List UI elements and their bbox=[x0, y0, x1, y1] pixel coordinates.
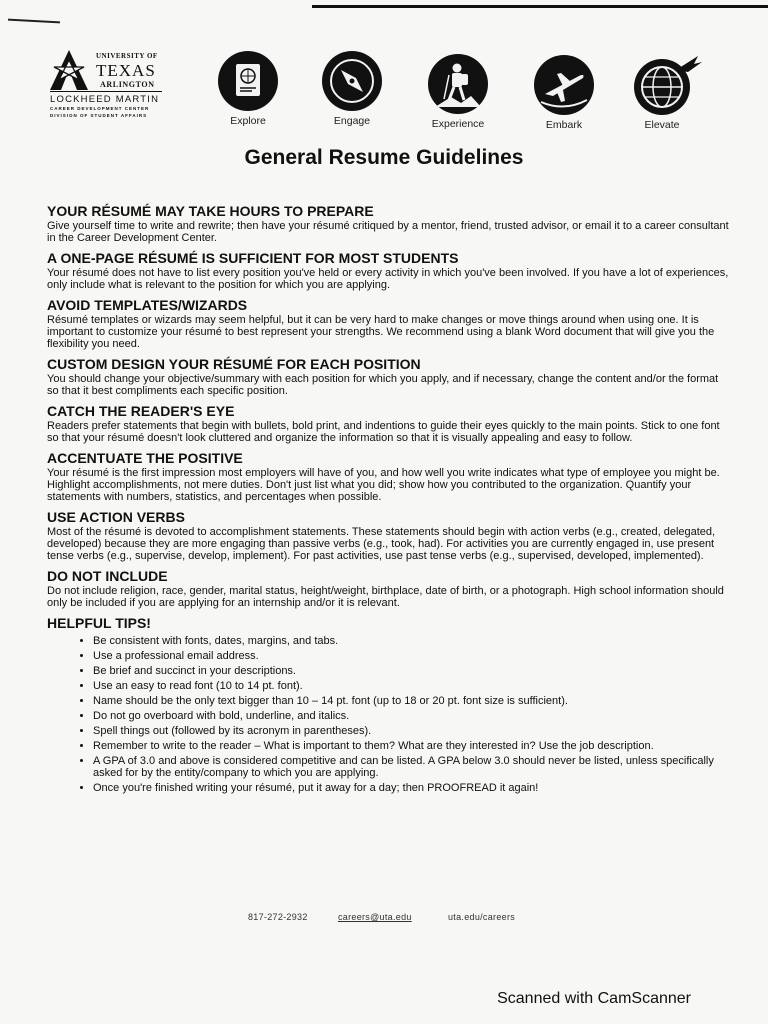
scan-artifact-line bbox=[312, 5, 768, 8]
icon-label: Elevate bbox=[644, 119, 680, 131]
guidelines-content bbox=[47, 203, 729, 803]
list-item: • A GPA of 3.0 and above is considered competitive and can be listed. A GPA below 3.0 should never be listed, unless specifically asked for by the entity/company to which you are applying. bbox=[93, 755, 729, 782]
section-body: Your résumé does not have to list every position you've held or every activity in which you've been involved. If you have a lot of experiences, only include what is relevant to the position for which you are applying. bbox=[47, 267, 729, 291]
passport-globe-icon bbox=[217, 50, 279, 112]
logo-texas: TEXAS bbox=[96, 61, 156, 80]
section-heading: CATCH THE READER'S EYE bbox=[47, 403, 235, 419]
list-item: • Use an easy to read font (10 to 14 pt. font). bbox=[93, 680, 729, 695]
section-heading: DO NOT INCLUDE bbox=[47, 568, 168, 584]
logo-arlington: ARLINGTON bbox=[100, 80, 155, 89]
section-hours-to-prepare bbox=[47, 203, 729, 244]
footer-website: uta.edu/careers bbox=[448, 912, 516, 922]
section-helpful-tips bbox=[47, 615, 729, 797]
icon-label: Experience bbox=[431, 118, 485, 130]
uta-star-icon bbox=[50, 50, 88, 90]
globe-plane-icon bbox=[628, 54, 704, 116]
section-readers-eye bbox=[47, 403, 729, 444]
section-heading: A ONE-PAGE RÉSUMÉ IS SUFFICIENT FOR MOST STUDENTS bbox=[47, 250, 459, 266]
section-heading: USE ACTION VERBS bbox=[47, 509, 185, 525]
logo-division: DIVISION OF STUDENT AFFAIRS bbox=[50, 113, 148, 118]
page-title: General Resume Guidelines bbox=[244, 146, 524, 169]
list-item: • Remember to write to the reader – What is important to them? What are they interested in? Use the job description. bbox=[93, 740, 729, 755]
footer-phone: 817-272-2932 bbox=[248, 912, 308, 922]
section-body: Readers prefer statements that begin with bullets, bold print, and indentions to guide their eyes quickly to the main points. Stick to one font so that your résumé doesn't look cluttered and organize the information so that it is visually appealing and easy to follow. bbox=[47, 420, 720, 444]
icon-experience bbox=[418, 53, 498, 130]
icon-elevate bbox=[626, 54, 706, 131]
list-item: • Do not go overboard with bold, underline, and italics. bbox=[93, 710, 729, 725]
section-heading: CUSTOM DESIGN YOUR RÉSUMÉ FOR EACH POSITION bbox=[47, 356, 421, 372]
section-body: Give yourself time to write and rewrite; then have your résumé critiqued by a mentor, friend, trusted advisor, or email it to a career consultant in the Career Development Center. bbox=[47, 220, 729, 244]
section-one-page bbox=[47, 250, 729, 291]
footer-email-link[interactable]: careers@uta.edu bbox=[338, 912, 412, 922]
compass-icon bbox=[321, 50, 383, 112]
section-body: Résumé templates or wizards may seem helpful, but it can be very hard to make changes or move things around when using one. It is important to customize your résumé to best represent your strengths. We recommend using a blank Word document that will give you the flexibility you need. bbox=[47, 314, 715, 350]
section-heading: ACCENTUATE THE POSITIVE bbox=[47, 450, 243, 466]
logo-university-of: UNIVERSITY OF bbox=[96, 52, 158, 60]
section-body: Your résumé is the first impression most employers will have of you, and how well you write indicates what type of employee you might be. Highlight accomplishments, not mere duties. Don't just list what you did; show how you contributed to the organization. Quantify your statements with numbers, statistics, and percentages when possible. bbox=[47, 467, 720, 503]
hiker-icon bbox=[427, 53, 489, 115]
list-item: • Be brief and succinct in your descriptions. bbox=[93, 665, 729, 680]
section-body: Do not include religion, race, gender, marital status, height/weight, birthplace, date of birth, or a photograph. High school information should only be included if you are applying for an internship and/or it is relevant. bbox=[47, 585, 724, 609]
icon-label: Engage bbox=[333, 115, 371, 127]
list-item: • Once you're finished writing your résumé, put it away for a day; then PROOFREAD it again! bbox=[93, 782, 729, 797]
section-action-verbs bbox=[47, 509, 729, 562]
logo-divider bbox=[50, 91, 162, 92]
section-heading: AVOID TEMPLATES/WIZARDS bbox=[47, 297, 248, 313]
section-heading: YOUR RÉSUMÉ MAY TAKE HOURS TO PREPARE bbox=[47, 203, 374, 219]
logo-lockheed-martin: LOCKHEED MARTIN bbox=[50, 94, 160, 105]
scan-artifact-line bbox=[8, 19, 60, 24]
section-avoid-templates bbox=[47, 297, 729, 350]
section-custom-design bbox=[47, 356, 729, 397]
airplane-icon bbox=[533, 54, 595, 116]
section-body: Most of the résumé is devoted to accomplishment statements. These statements should begin with action verbs (e.g., created, delegated, developed) because they are more engaging than passive verbs (e.g., took, had). For activities you are currently engaged in, use present tense verbs (e.g., supervise, develop, implement). For past activities, use past tense verbs (e.g., supervised, developed, implemented). bbox=[47, 526, 716, 562]
section-accentuate-positive bbox=[47, 450, 729, 503]
section-do-not-include bbox=[47, 568, 729, 609]
list-item: • Use a professional email address. bbox=[93, 650, 729, 665]
logo-career-center: CAREER DEVELOPMENT CENTER bbox=[50, 106, 150, 111]
icon-label: Explore bbox=[230, 115, 266, 127]
scanner-watermark: Scanned with CamScanner bbox=[497, 990, 691, 1007]
icon-engage bbox=[312, 50, 392, 127]
list-item: • Spell things out (followed by its acronym in parentheses). bbox=[93, 725, 729, 740]
section-body: You should change your objective/summary with each position for which you apply, and if necessary, change the content and/or the format so that it best compliments each specific position. bbox=[47, 373, 719, 397]
icon-label: Embark bbox=[545, 119, 583, 131]
list-item: • Be consistent with fonts, dates, margins, and tabs. bbox=[93, 635, 729, 650]
uta-logo bbox=[50, 50, 170, 120]
section-heading: HELPFUL TIPS! bbox=[47, 615, 151, 631]
icon-explore bbox=[208, 50, 288, 127]
list-item: • Name should be the only text bigger than 10 – 14 pt. font (up to 18 or 20 pt. font size is sufficient). bbox=[93, 695, 729, 710]
tips-list bbox=[47, 635, 729, 797]
icon-embark bbox=[524, 54, 604, 131]
